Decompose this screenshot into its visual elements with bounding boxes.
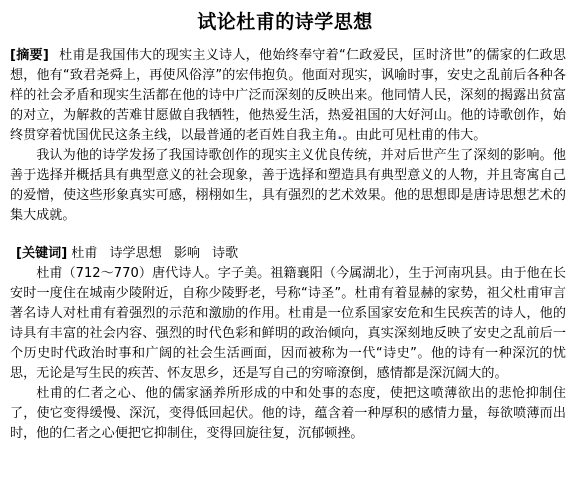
keyword-item: 杜甫 [71, 246, 98, 261]
body-paragraph-2: 杜甫的仁者之心、他的儒家涵养所形成的中和处事的态度，使把这喷薄欲出的悲怆抑制住了，使它变得缓慢、深沉，变得低回起伏。他的诗，蕴含着一种厚积的感情力量，每欲喷薄而出时，他的仁者之心便把它抑制住，变得回旋往复，沉郁顿挫。 [10, 386, 566, 441]
marker-dot: . [337, 128, 343, 143]
body-paragraph-1: 杜甫（712～770）唐代诗人。字子美。祖籍襄阳（今属湖北），生于河南巩县。由于他在长安时一度住在城南少陵附近，自称少陵野老，号称“诗圣”。杜甫有着显赫的家势，祖父杜甫审言著名诗人对杜甫有着强烈的示范和激励的作用。杜甫是一位系国家安危和生民疾苦的诗人，他的诗具有丰富的社会内容、强烈的时代色彩和鲜明的政治倾向，真实深刻地反映了安史之乱前后一个历史时代政治时事和广阔的社会生活画面，因而被称为一代“诗史”。他的诗有一种深沉的忧思，无论是写生民的疾苦、怀友思乡，还是写自己的穷啼潦倒，感情都是深沉阔大的。 [10, 266, 566, 381]
keyword-item: 诗歌 [212, 246, 239, 261]
abstract-text-1: 杜甫是我国伟大的现实主义诗人，他始终奉守着“仁政爱民，匡时济世”的儒家的仁政思想，他有“致君尧舜上，再使风俗淳”的宏伟抱负。他面对现实，讽喻时事，安史之乱前后各种各样的社会矛盾和现实生活都在他的诗中广泛而深刻的反映出来。他同情人民，深刻的揭露出贫富的对立，为解救的苦难甘愿做自我牺牲，他热爱生活，热爱祖国的大好河山。他的诗歌创作，始终贯穿着忧国优民这条主线，以最普通的老百姓自我主角 [10, 48, 566, 143]
keyword-item: 影响 [173, 246, 200, 261]
spacer [10, 226, 566, 244]
article-body [10, 46, 566, 444]
abstract-paragraph-2: 我认为他的诗学发扬了我国诗歌创作的现实主义优良传统，并对后世产生了深刻的影响。他善于选择并概括具有典型意义的社会现象，善于选择和塑造具有典型意义的人物，并且寄寓自己的爱憎，使这些形象真实可感，栩栩如生，具有强烈的艺术效果。他的思想即是唐诗思想艺术的集大成就。 [10, 148, 566, 223]
abstract-label: [摘要] [10, 48, 49, 63]
abstract-text-1-tail: 。由此可见杜甫的伟大。 [342, 128, 487, 143]
page-title: 试论杜甫的诗学思想 [197, 11, 373, 33]
abstract-paragraph-1 [10, 46, 566, 146]
keyword-item: 诗学思想 [109, 246, 162, 261]
keywords-label: [关键词] [16, 246, 68, 261]
keywords-line [10, 244, 566, 264]
